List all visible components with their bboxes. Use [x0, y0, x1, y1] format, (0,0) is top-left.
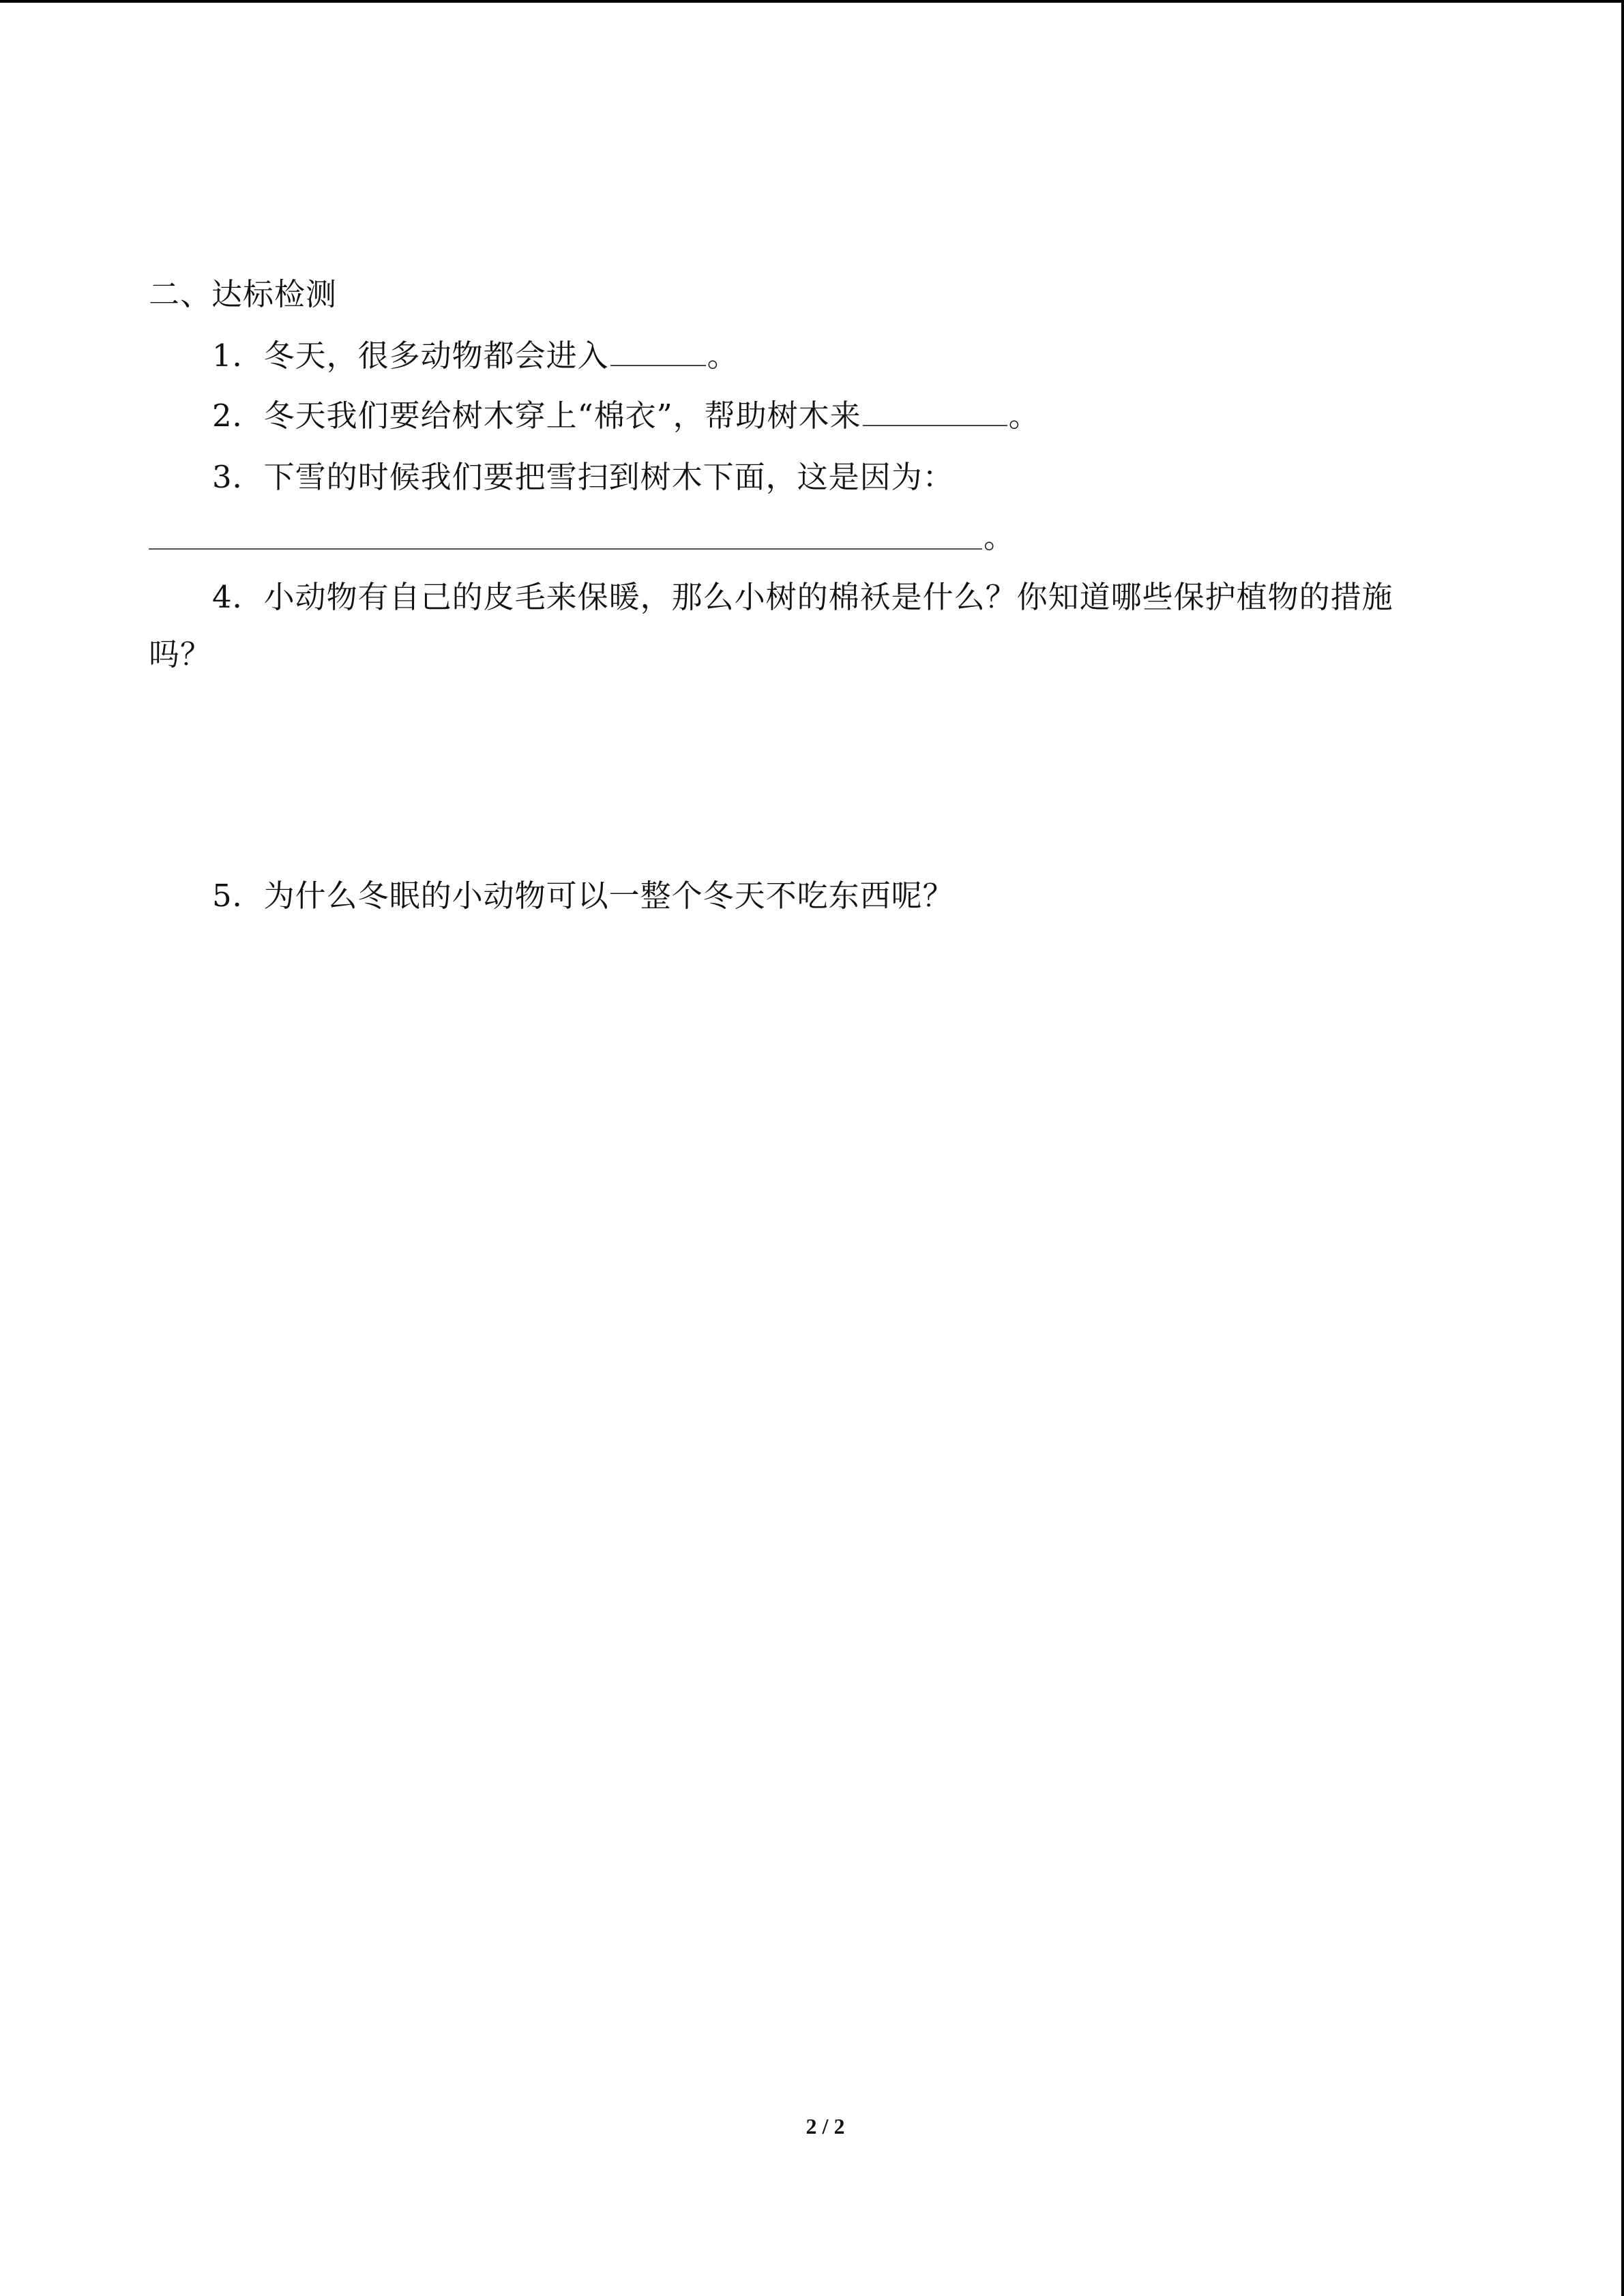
question-3: 3．下雪的时候我们要把雪扫到树木下面，这是因为： [212, 459, 954, 495]
question-2-blank[interactable] [863, 396, 1007, 426]
question-3-end: 。 [984, 519, 1016, 555]
question-4-line-1: 4．小动物有自己的皮毛来保暖，那么小树的棉袄是什么？你知道哪些保护植物的措施 [212, 579, 1393, 615]
question-2-end: 。 [1008, 398, 1040, 434]
question-1-blank[interactable] [610, 336, 706, 366]
question-1 [212, 336, 739, 376]
page-number: 2 / 2 [806, 2114, 845, 2138]
question-3-blank[interactable] [149, 548, 982, 550]
question-4-line-2: 吗？ [149, 636, 212, 672]
question-5: 5．为什么冬眠的小动物可以一整个冬天不吃东西呢？ [212, 878, 954, 914]
section-title: 二、达标检测 [149, 276, 338, 312]
question-2 [212, 396, 1040, 436]
question-2-text: 2．冬天我们要给树木穿上“棉衣”，帮助树木来 [212, 398, 861, 434]
question-1-end: 。 [707, 338, 739, 374]
question-1-text: 1．冬天，很多动物都会进入 [212, 338, 609, 374]
